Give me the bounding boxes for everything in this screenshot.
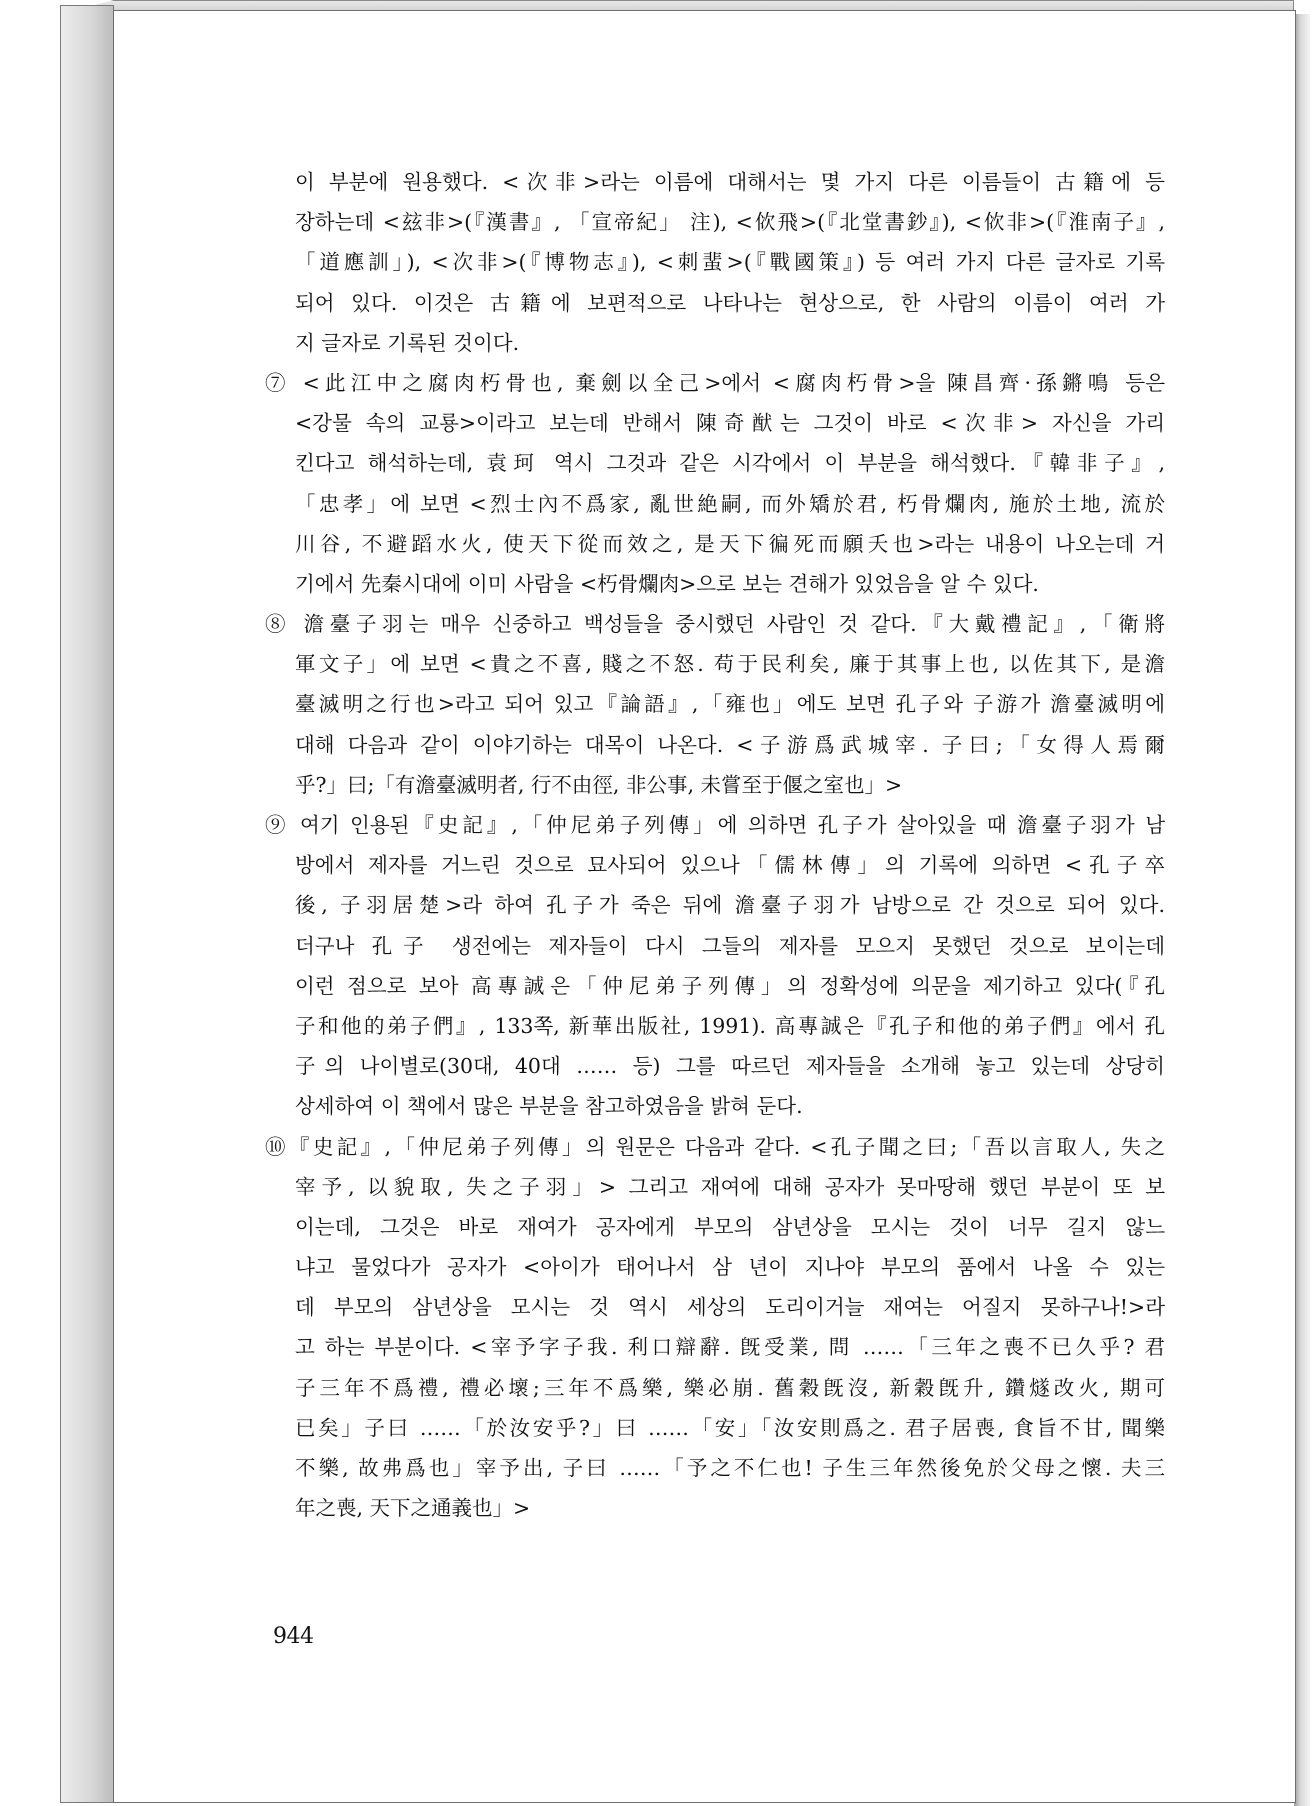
text-line: 子의 나이별로(30대, 40대 …… 등) 그를 따르던 제자들을 소개해 놓고 있는데 상당히: [295, 1054, 1165, 1079]
text-line: 이 부분에 원용했다. <次非>라는 이름에 대해서는 몇 가지 다른 이름들이 古籍에 등: [295, 170, 1165, 194]
footnote-item-start-line: ⑧ 澹臺子羽는 매우 신중하고 백성들을 중시했던 사람인 것 같다.『大戴禮記』,「衛將: [265, 612, 1165, 637]
book-spine: [60, 5, 114, 1803]
text-line: 냐고 물었다가 공자가 <아이가 태어나서 삼 년이 지나야 부모의 품에서 나올 수 있는: [295, 1255, 1165, 1280]
text-line: 이는데, 그것은 바로 재여가 공자에게 부모의 삼년상을 모시는 것이 너무 길지 않느: [295, 1214, 1165, 1239]
text-line: 乎?」曰;「有澹臺滅明者, 行不由徑, 非公事, 未嘗至于偃之室也」>: [295, 772, 903, 797]
text-line: 宰予, 以貌取, 失之子羽」> 그리고 재여에 대해 공자가 못마땅해 했던 부분이 또 보: [295, 1174, 1165, 1199]
text-line: 더구나 孔子 생전에는 제자들이 다시 그들의 제자를 모으지 못했던 것으로 보이는데: [295, 933, 1165, 958]
text-line: 되어 있다. 이것은 古籍에 보편적으로 나타나는 현상으로, 한 사람의 이름이 여러 가: [295, 290, 1165, 315]
text-line: 後, 子羽居楚>라 하여 孔子가 죽은 뒤에 澹臺子羽가 남방으로 간 것으로 되어 있다.: [295, 893, 1165, 918]
text-line: 不樂, 故弗爲也」宰予出, 子曰 ……「予之不仁也! 子生三年然後免於父母之懷. 夫三: [295, 1456, 1165, 1480]
page-edge-shadow: [1294, 14, 1310, 1806]
text-line: 방에서 제자를 거느린 것으로 묘사되어 있으나「儒林傳」의 기록에 의하면 <孔子卒: [295, 853, 1165, 878]
text-line: 軍文子」에 보면 <貴之不喜, 賤之不怒. 苟于民利矣, 廉于其事上也, 以佐其下, 是澹: [295, 652, 1165, 677]
footnote-item-start-line: ⑦ <此江中之腐肉朽骨也, 棄劍以全己>에서 <腐肉朽骨>을 陳昌齊·孫鏘鳴 등은: [265, 370, 1165, 395]
text-line: 데 부모의 삼년상을 모시는 것 역시 세상의 도리이거늘 재여는 어질지 못하구나!>라: [295, 1295, 1165, 1320]
text-line: 킨다고 해석하는데, 袁珂 역시 그것과 같은 시각에서 이 부분을 해석했다.『韓非子』,: [295, 451, 1165, 476]
footnote-item-start-line: ⑩『史記』,「仲尼弟子列傳」의 원문은 다음과 같다. <孔子聞之曰;「吾以言取人, 失之: [265, 1134, 1165, 1159]
footnote-text-block: [265, 162, 1165, 1528]
text-line: 子和他的弟子們』, 133쪽, 新華出版社, 1991). 高專誠은『孔子和他的弟子們』에서 孔: [295, 1013, 1165, 1038]
text-line: 상세하여 이 책에서 많은 부분을 참고하였음을 밝혀 둔다.: [295, 1094, 803, 1119]
text-line: 기에서 先秦시대에 이미 사람을 <朽骨爛肉>으로 보는 견해가 있었음을 알 수 있다.: [295, 571, 1039, 596]
text-line: <강물 속의 교룡>이라고 보는데 반해서 陳奇猷는 그것이 바로 <次非> 자신을 가리: [295, 411, 1165, 436]
text-line: 川谷, 不避蹈水火, 使天下從而效之, 是天下徧死而願夭也>라는 내용이 나오는데 거: [295, 531, 1165, 556]
text-line: 지 글자로 기록된 것이다.: [295, 330, 520, 355]
text-line: 「忠孝」에 보면 <烈士內不爲家, 亂世絶嗣, 而外矯於君, 朽骨爛肉, 施於土地, 流於: [295, 491, 1165, 516]
text-line: 臺滅明之行也>라고 되어 있고『論語』,「雍也」에도 보면 孔子와 子游가 澹臺滅明에: [295, 692, 1165, 717]
footnote-item-start-line: ⑨ 여기 인용된『史記』,「仲尼弟子列傳」에 의하면 孔子가 살아있을 때 澹臺子羽가 남: [265, 813, 1165, 837]
text-line: 고 하는 부분이다. <宰予字子我. 利口辯辭. 旣受業, 問 ……「三年之喪不已久乎? 君: [295, 1335, 1165, 1360]
text-line: 已矣」子曰 ……「於汝安乎?」曰 ……「安」「汝安則爲之. 君子居喪, 食旨不甘, 聞樂: [295, 1415, 1165, 1440]
text-line: 子三年不爲禮, 禮必壞;三年不爲樂, 樂必崩. 舊穀旣沒, 新穀旣升, 鑽燧改火, 期可: [295, 1375, 1165, 1400]
text-line: 年之喪, 天下之通義也」>: [295, 1496, 531, 1521]
text-line: 장하는데 <玆非>(『漢書』, 「宣帝紀」 注), <佽飛>(『北堂書鈔』), <佽非>(『淮南子』,: [295, 210, 1165, 235]
page-number: 944: [273, 1624, 314, 1649]
text-line: 이런 점으로 보아 高專誠은「仲尼弟子列傳」의 정확성에 의문을 제기하고 있다(『孔: [295, 973, 1165, 998]
text-line: 대해 다음과 같이 이야기하는 대목이 나온다. <子游爲武城宰. 子曰;「女得人焉爾: [295, 732, 1165, 757]
text-line: 「道應訓」), <次非>(『博物志』), <刺蜚>(『戰國策』) 등 여러 가지 다른 글자로 기록: [295, 250, 1165, 275]
